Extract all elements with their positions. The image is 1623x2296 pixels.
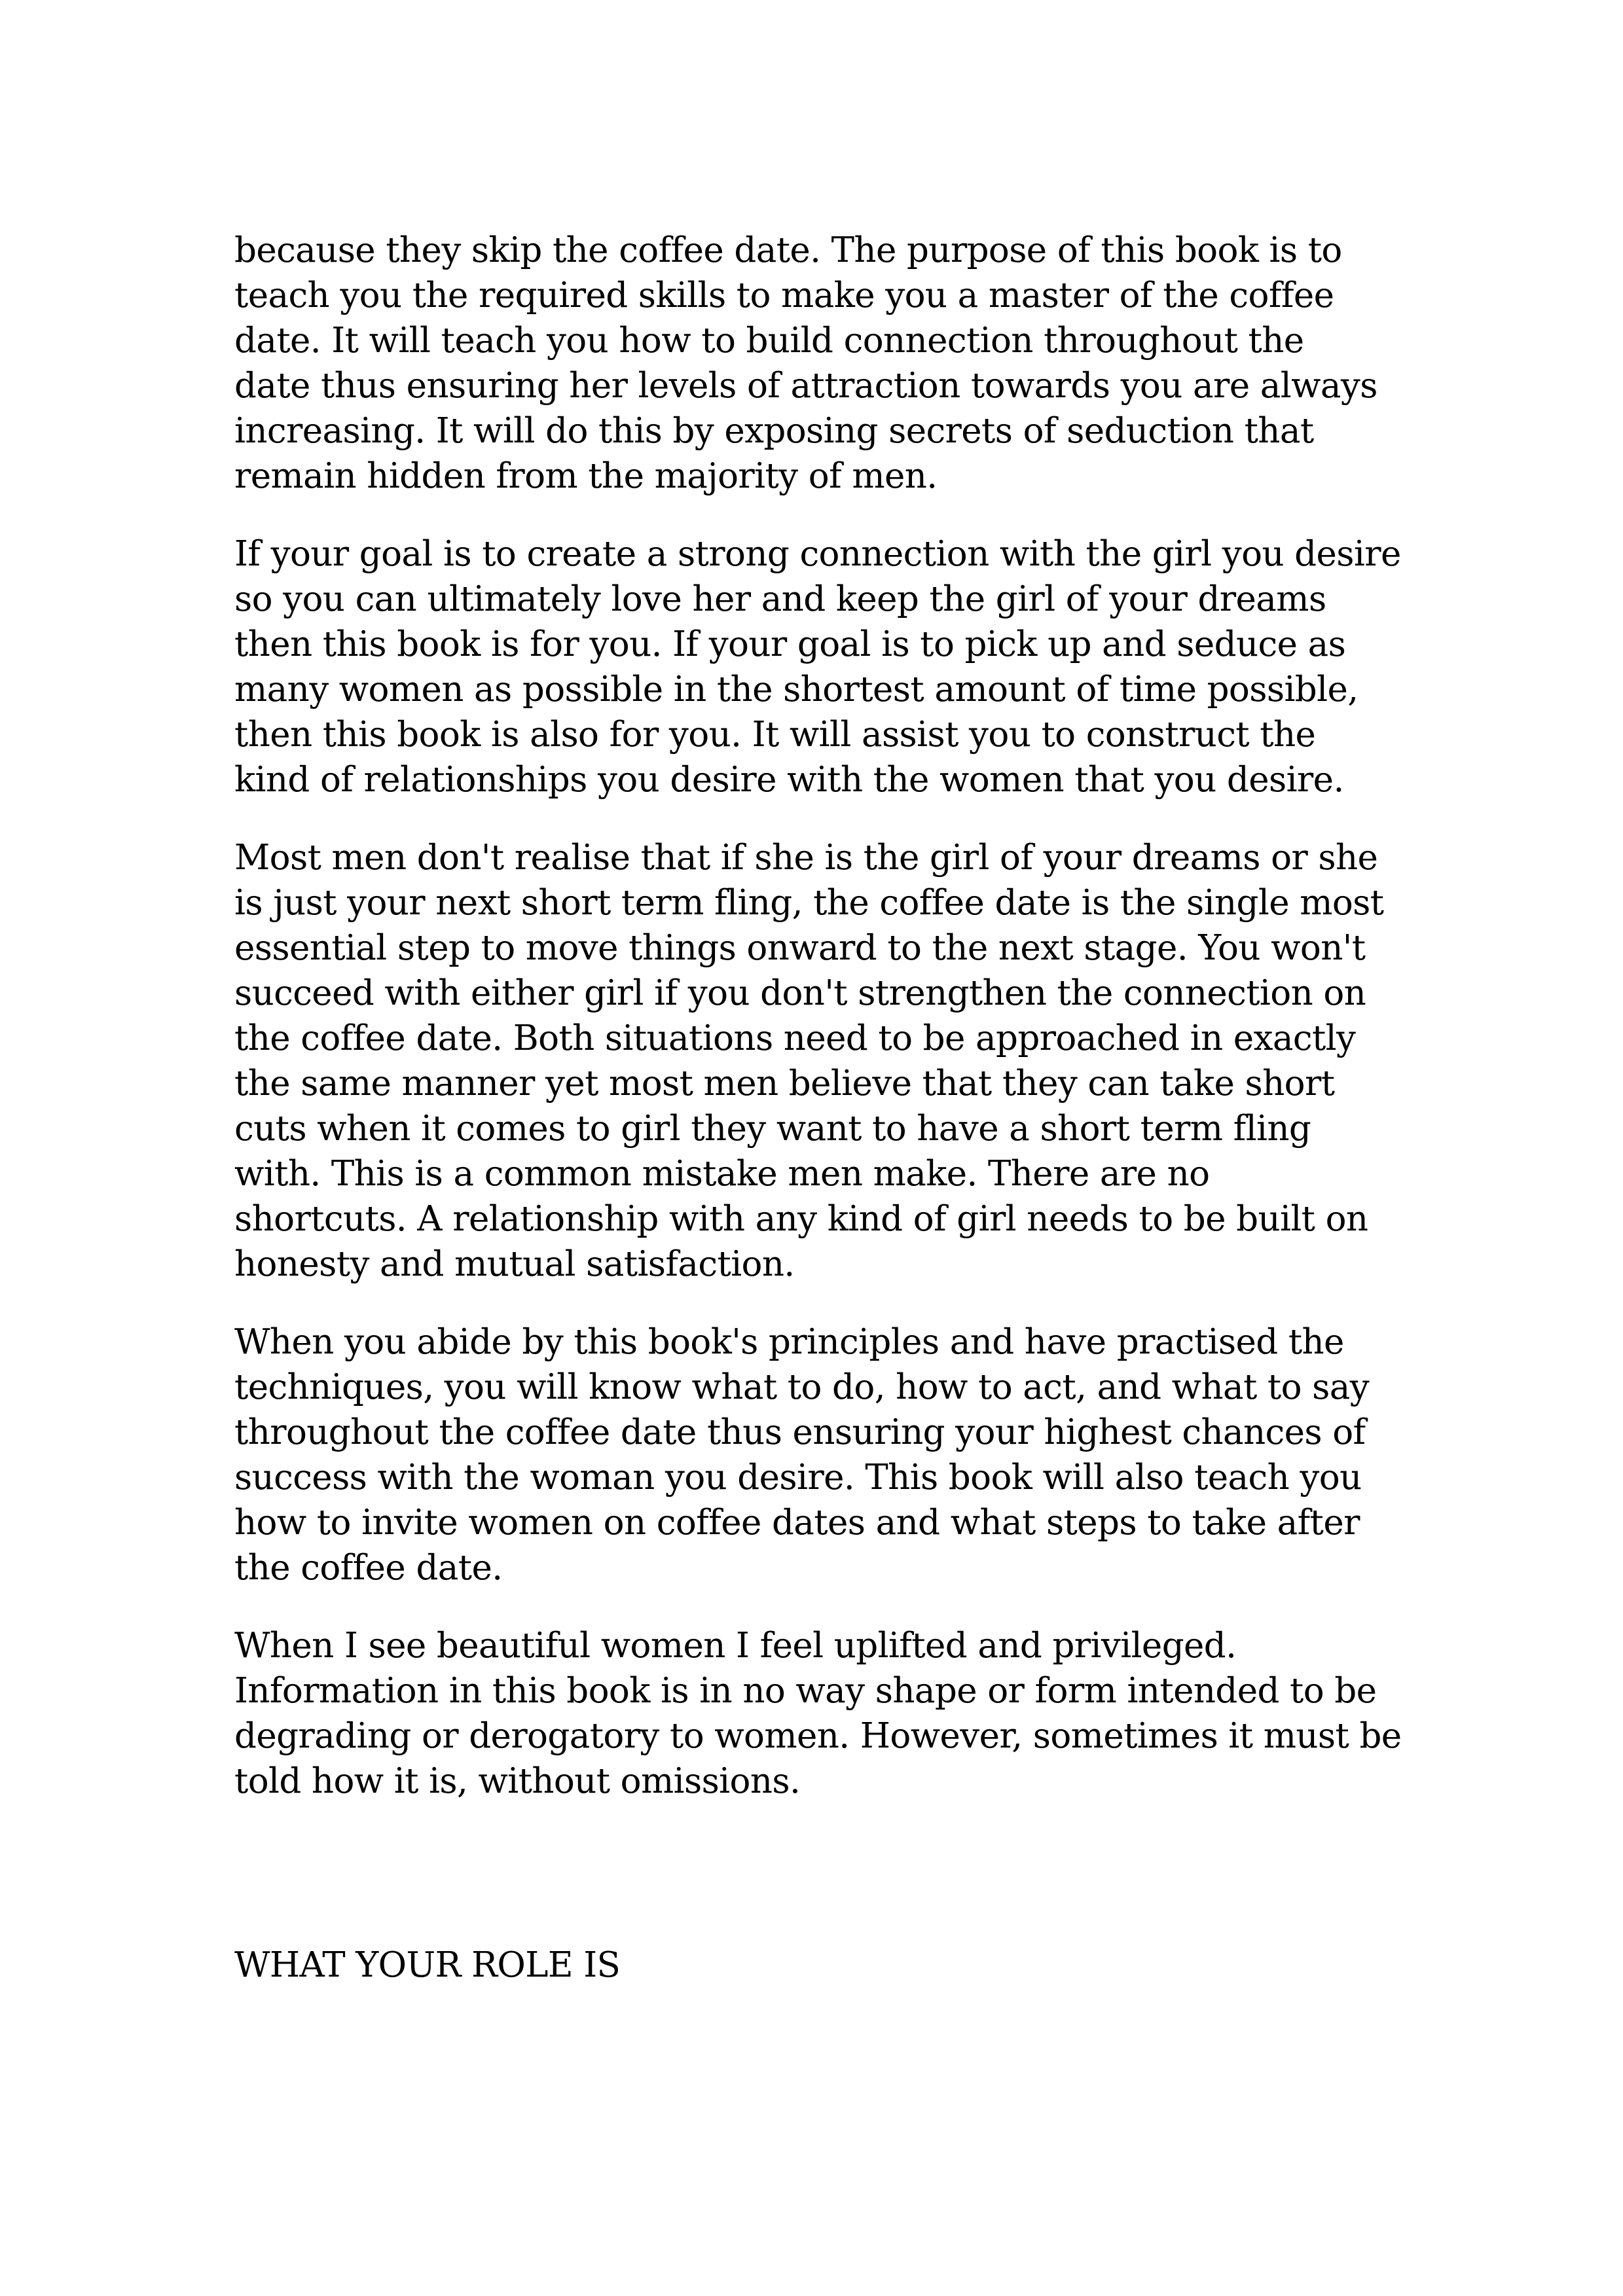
text-line: shortcuts. A relationship with any kind of girl needs to be built on (234, 1199, 1368, 1239)
text-line: date. It will teach you how to build connection throughout the (234, 321, 1304, 361)
paragraph-3 (234, 835, 1426, 1287)
text-line: increasing. It will do this by exposing secrets of seduction that (234, 411, 1314, 451)
text-line: When you abide by this book's principles and have practised the (234, 1322, 1344, 1362)
section-heading: WHAT YOUR ROLE IS (234, 1945, 621, 1985)
paragraph-1 (234, 228, 1426, 499)
text-line: how to invite women on coffee dates and what steps to take after (234, 1503, 1360, 1543)
text-line: Information in this book is in no way shape or form intended to be (234, 1671, 1377, 1711)
body-text (234, 228, 1426, 1837)
text-line: success with the woman you desire. This book will also teach you (234, 1458, 1362, 1498)
text-line: essential step to move things onward to the next stage. You won't (234, 928, 1366, 968)
text-line: Most men don't realise that if she is the girl of your dreams or she (234, 838, 1378, 878)
text-line: told how it is, without omissions. (234, 1761, 801, 1801)
text-line: date thus ensuring her levels of attraction towards you are always (234, 366, 1377, 406)
text-line: because they skip the coffee date. The purpose of this book is to (234, 230, 1342, 270)
text-line: techniques, you will know what to do, how to act, and what to say (234, 1367, 1370, 1407)
text-line: so you can ultimately love her and keep the girl of your dreams (234, 579, 1326, 619)
text-line: the same manner yet most men believe that they can take short (234, 1064, 1335, 1103)
text-line: throughout the coffee date thus ensuring your highest chances of (234, 1412, 1366, 1452)
text-line: teach you the required skills to make you a master of the coffee (234, 276, 1334, 315)
text-line: many women as possible in the shortest amount of time possible, (234, 670, 1359, 709)
text-line: remain hidden from the majority of men. (234, 456, 938, 496)
text-line: degrading or derogatory to women. However, sometimes it must be (234, 1716, 1402, 1756)
text-line: If your goal is to create a strong connection with the girl you desire (234, 534, 1401, 574)
text-line: with. This is a common mistake men make. There are no (234, 1154, 1210, 1194)
paragraph-5 (234, 1623, 1426, 1804)
paragraph-4 (234, 1319, 1426, 1590)
text-line: kind of relationships you desire with the women that you desire. (234, 760, 1344, 800)
paragraph-2 (234, 531, 1426, 802)
text-line: the coffee date. (234, 1548, 503, 1588)
text-line: cuts when it comes to girl they want to have a short term fling (234, 1109, 1311, 1149)
text-line: then this book is for you. If your goal is to pick up and seduce as (234, 624, 1346, 664)
text-line: succeed with either girl if you don't strengthen the connection on (234, 973, 1366, 1013)
text-line: honesty and mutual satisfaction. (234, 1244, 795, 1284)
text-line: is just your next short term fling, the coffee date is the single most (234, 883, 1384, 923)
text-line: When I see beautiful women I feel uplifted and privileged. (234, 1626, 1237, 1666)
text-line: the coffee date. Both situations need to be approached in exactly (234, 1018, 1356, 1058)
text-line: then this book is also for you. It will assist you to construct the (234, 715, 1316, 755)
